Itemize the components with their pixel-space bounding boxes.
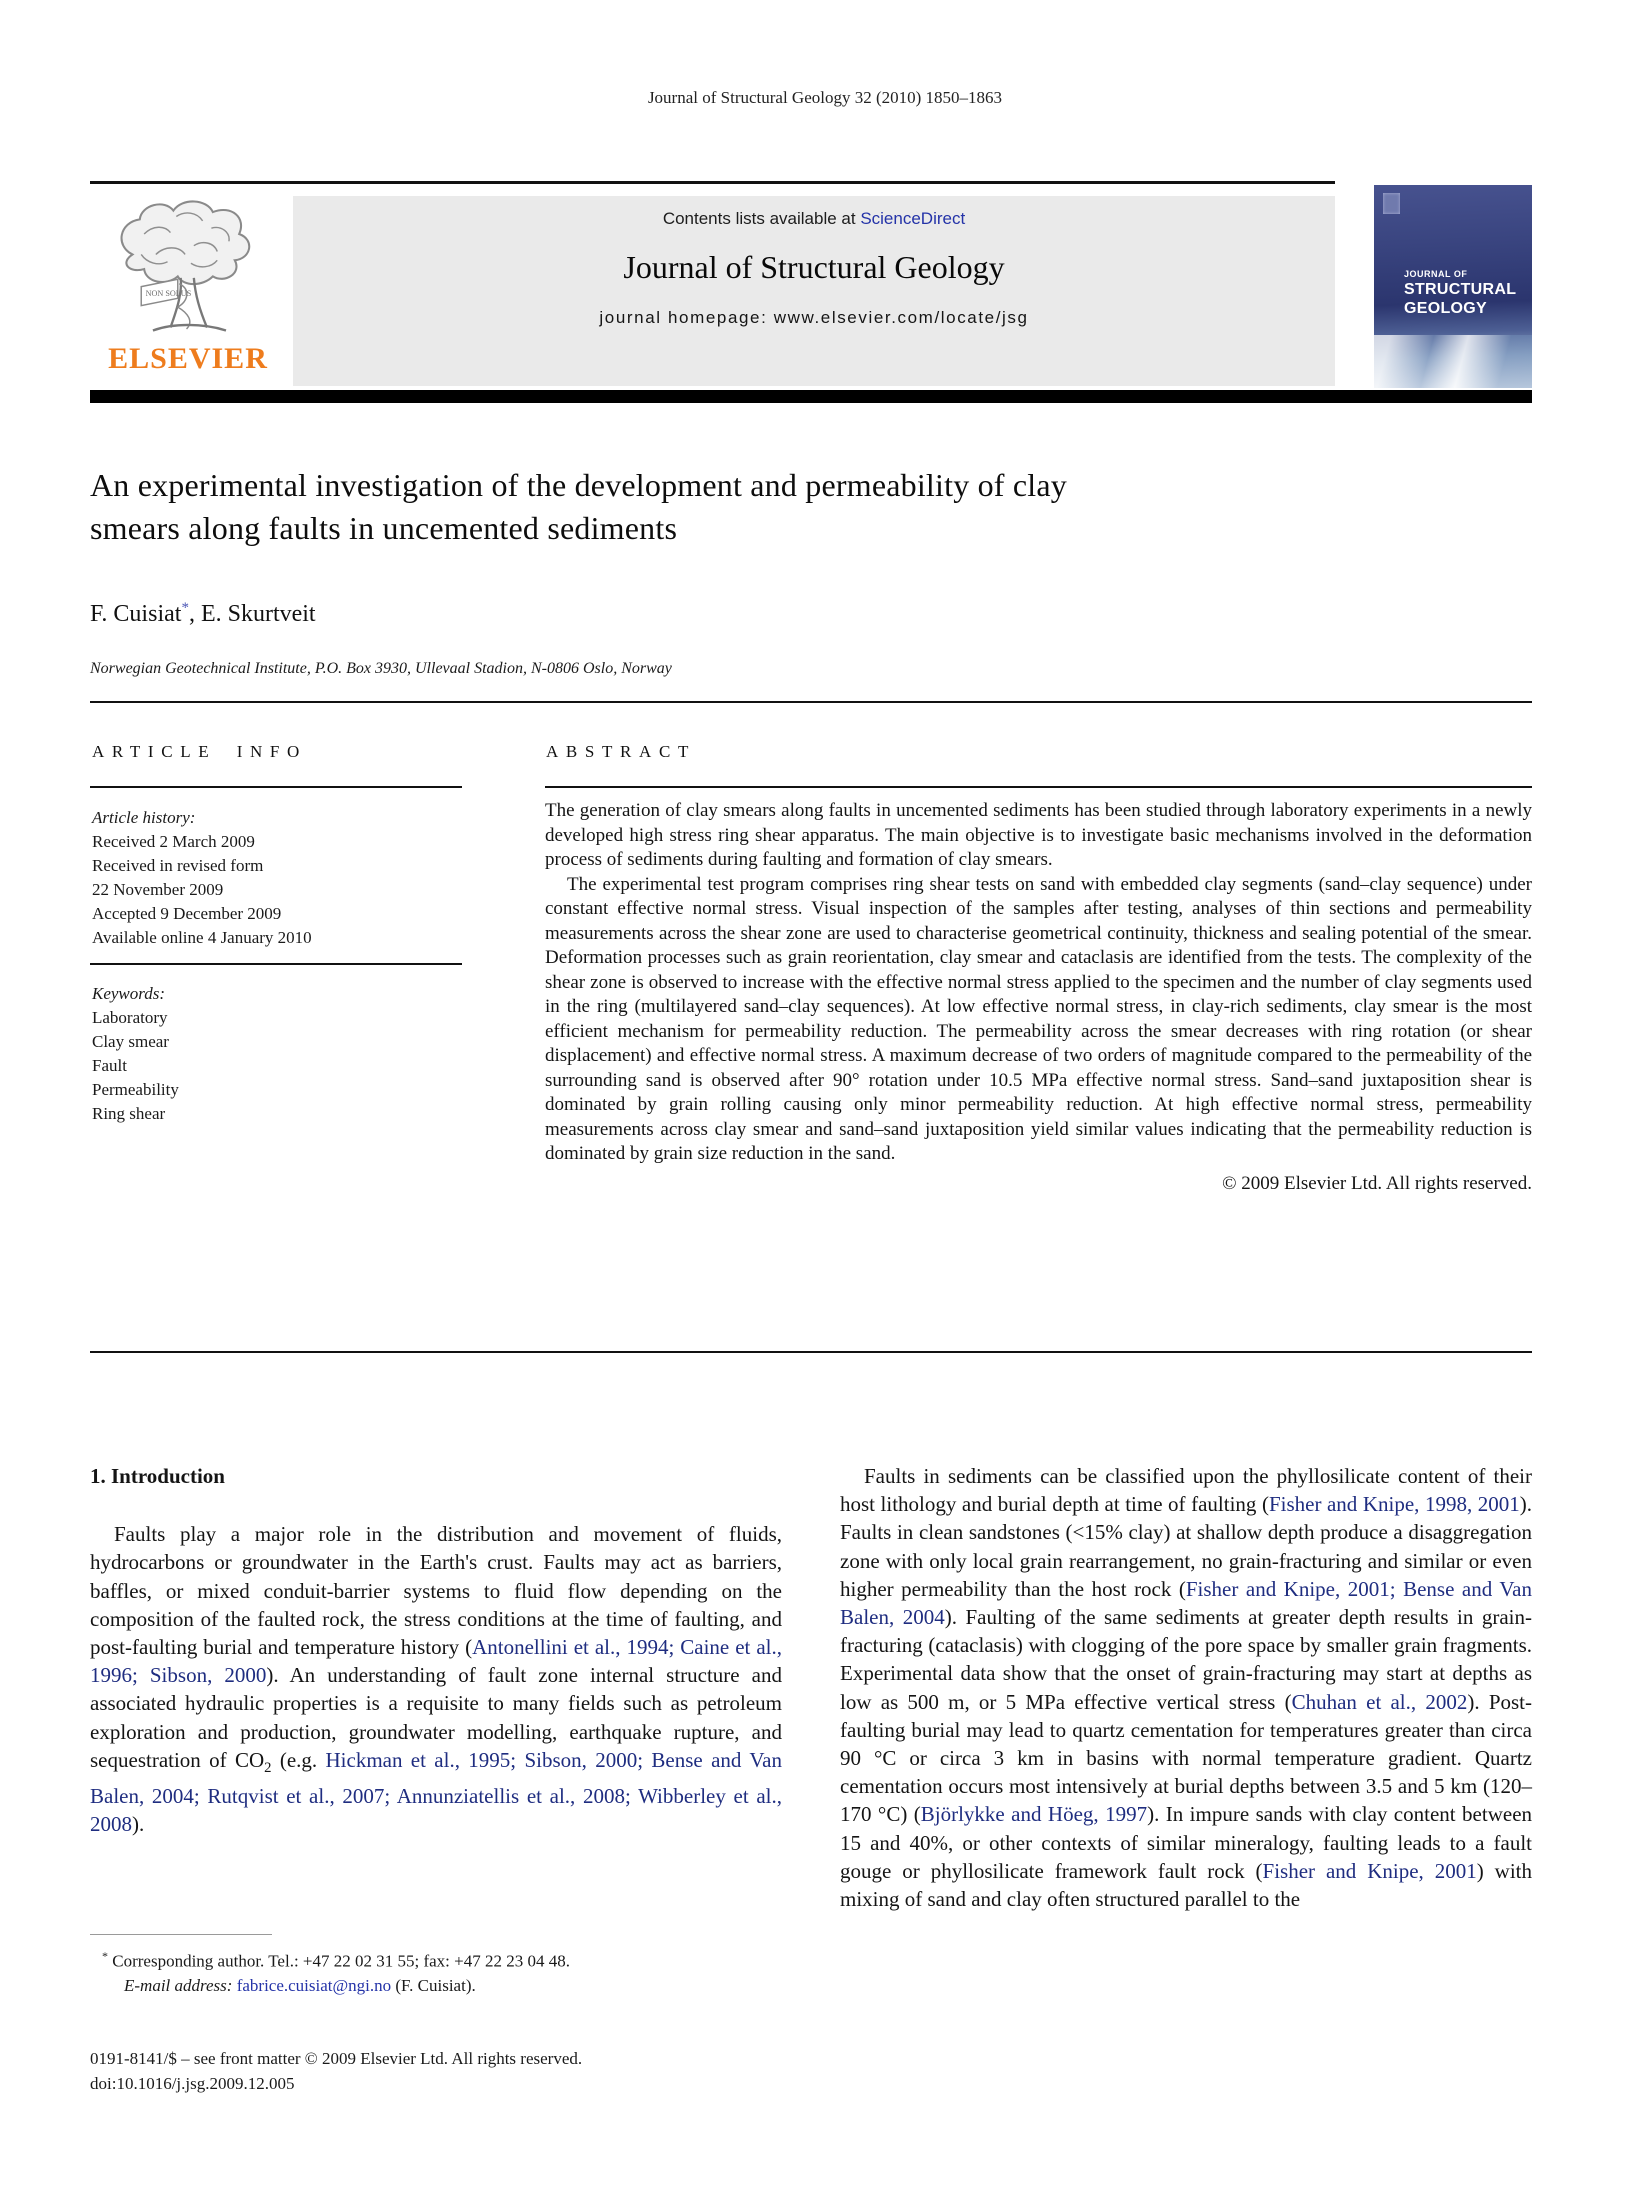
abstract-heading: ABSTRACT: [546, 742, 696, 761]
journal-cover-thumbnail[interactable]: [1374, 185, 1532, 388]
section-divider: [90, 701, 1532, 703]
corresponding-author-note: [102, 1944, 782, 1974]
email-suffix: (F. Cuisiat).: [391, 1975, 476, 1995]
email-line: [124, 1974, 782, 1998]
info-line: Available online 4 January 2010: [92, 928, 312, 947]
keywords-block: [92, 982, 460, 1126]
article-history: [92, 806, 460, 950]
keywords-label: Keywords:: [92, 984, 166, 1003]
info-line: Accepted 9 December 2009: [92, 904, 282, 923]
article-title: An experimental investigation of the development and permeability of clay smears along faults in uncemented sediments: [90, 467, 1067, 546]
text-span: 2: [264, 1760, 272, 1777]
copyright-line: © 2009 Elsevier Ltd. All rights reserved.: [1222, 1172, 1532, 1194]
info-line: Ring shear: [92, 1104, 166, 1123]
citation-link[interactable]: Chuhan et al., 2002: [1291, 1689, 1468, 1714]
info-line: Laboratory: [92, 1008, 168, 1027]
author-name: F. Cuisiat: [90, 601, 182, 627]
section-heading-introduction: 1. Introduction: [90, 1464, 225, 1488]
info-line: Received in revised form: [92, 856, 264, 875]
cover-title-line: GEOLOGY: [1404, 300, 1487, 317]
running-head-citation: Journal of Structural Geology 32 (2010) 1850–1863: [647, 88, 1003, 107]
info-line: 22 November 2009: [92, 880, 224, 899]
body-paragraph: Faults in sediments can be classified upon the phyllosilicate content of their host lithology and burial depth at time of faulting (Fisher and Knipe, 1998, 2001). Faults in clean sandstones (<15% clay) at shallow depth produce a disaggregation zone with only local grain rearrangement, no grain-fracturing and similar or even higher permeability than the host rock (Fisher and Knipe, 2001; Bense and Van Balen, 2004). Faulting of the same sediments at greater depth results in grain-fracturing (cataclasis) with clogging of the pore space by smaller grain fragments. Experimental data show that the onset of grain-fracturing may start at depths as low as 500 m, or 5 MPa effective vertical stress (Chuhan et al., 2002). Post-faulting burial may lead to quartz cementation for temperatures greater than circa 90 °C or circa 3 km in basins with normal temperature gradient. Quartz cementation occurs most intensively at burial depths between 3.5 and 5 km (120–170 °C) (Björlykke and Höeg, 1997). In impure sands with clay content between 15 and 40%, or other contexts of similar mineralogy, faulting leads to a fault gouge or phyllosilicate framework fault rock (Fisher and Knipe, 2001) with mixing of sand and clay often structured parallel to the: [840, 1464, 1533, 1912]
cover-art: [1374, 335, 1532, 388]
sciencedirect-link[interactable]: ScienceDirect: [860, 209, 966, 228]
issn-line: 0191-8141/$ – see front matter © 2009 Elsevier Ltd. All rights reserved.: [90, 2049, 583, 2068]
thick-divider: [90, 390, 1532, 403]
email-label: E-mail address:: [124, 1975, 233, 1995]
abstract-paragraph: The experimental test program comprises ring shear tests on sand with embedded clay segments (sand–clay sequence) under constant effective normal stress. Visual inspection of the samples after testing, analyses of thin sections and permeability measurements across the shear zone are used to characterise geometrical continuity, thickness and sealing potential of the smear. Deformation processes such as grain reorientation, clay smear and cataclasis are identified from the tests. The complexity of the shear zone is observed to increase with the effective normal stress applied to the specimen and the number of clay segments used in the ring (multilayered sand–clay sequences). At low effective normal stress, in clay-rich sediments, clay smear is the most efficient mechanism for permeability reduction. The permeability across the smear decreases with ring rotation (or shear displacement) and effective normal stress. A maximum decrease of two orders of magnitude compared to the permeability of the surrounding sand is observed after 90° rotation under 10.5 MPa effective normal stress. Sand–sand juxtaposition shear is dominated by grain rolling causing only minor permeability reduction. At high effective normal stress, permeability measurements across clay smear and sand–sand juxtaposition yield similar values indicating that the permeability reduction is dominated by grain size reduction in the sand.: [545, 873, 1532, 1164]
author-name: , E. Skurtveit: [188, 601, 316, 627]
imprint-block: [90, 2046, 582, 2096]
right-column: [840, 1462, 1532, 1913]
info-line: Permeability: [92, 1080, 179, 1099]
authors-line: [90, 600, 316, 628]
contents-line: [293, 196, 1335, 229]
journal-title: Journal of Structural Geology: [623, 249, 1005, 285]
affiliation: Norwegian Geotechnical Institute, P.O. Box 3930, Ullevaal Stadion, N-0806 Oslo, Norway: [90, 660, 672, 677]
elsevier-logo[interactable]: [86, 196, 290, 386]
citation-link[interactable]: Fisher and Knipe, 2001; Bense and Van Balen, 2004: [840, 1576, 1532, 1630]
body-divider: [90, 1351, 1532, 1353]
elsevier-wordmark: ELSEVIER: [108, 342, 268, 375]
info-line: Clay smear: [92, 1032, 169, 1051]
abstract-rule: [545, 786, 1532, 788]
history-label: Article history:: [92, 808, 196, 827]
cover-logo-mark: [1383, 193, 1400, 214]
header-divider: [90, 181, 1335, 184]
citation-link[interactable]: Fisher and Knipe, 2001: [1262, 1858, 1477, 1883]
keywords-rule: [90, 963, 462, 965]
body-paragraph: Faults play a major role in the distribution and movement of fluids, hydrocarbons or groundwater in the Earth's crust. Faults may act as barriers, baffles, or mixed conduit-barrier systems to fluid flow depending on the composition of the faulted rock, the stress conditions at the time of faulting, and post-faulting burial and temperature history (Antonellini et al., 1994; Caine et al., 1996; Sibson, 2000). An understanding of fault zone internal structure and associated hydraulic properties is a requisite to many fields such as petroleum exploration and production, groundwater modelling, earthquake rupture, and sequestration of $CO_2$ (e.g. Hickman et al., 1995; Sibson, 2000; Bense and Van Balen, 2004; Rutqvist et al., 2007; Annunziatellis et al., 2008; Wibberley et al., 2008).: [90, 1522, 782, 1837]
doi-line[interactable]: doi:10.1016/j.jsg.2009.12.005: [90, 2074, 295, 2093]
cover-title-kicker: JOURNAL OF: [1404, 269, 1468, 279]
article-info-rule: [90, 786, 462, 788]
footnote-block: [90, 1934, 782, 1998]
citation-link[interactable]: Fisher and Knipe, 1998, 2001: [1268, 1492, 1520, 1517]
cover-title-line: STRUCTURAL: [1404, 281, 1517, 298]
left-column: [90, 1462, 782, 1839]
keyword-lines: [92, 1006, 460, 1126]
citation-link[interactable]: Hickman et al., 1995; Sibson, 2000; Bense and Van Balen, 2004; Rutqvist et al., 2007; Annunziatellis et al., 2008; Wibberley et al., 2008: [90, 1747, 782, 1837]
citation-link[interactable]: Björlykke and Höeg, 1997: [920, 1802, 1148, 1827]
abstract-paragraph: The generation of clay smears along faults in uncemented sediments has been studied through laboratory experiments in a newly developed high stress ring shear apparatus. The main objective is to investigate basic mechanisms involved in the deformation process of sediments during faulting and formation of clay smears.: [545, 800, 1532, 870]
journal-banner: [293, 196, 1335, 386]
info-line: Fault: [92, 1056, 127, 1075]
footnote-star: *: [102, 1949, 108, 1963]
article-info-heading: ARTICLE INFO: [92, 742, 307, 761]
email-link[interactable]: fabrice.cuisiat@ngi.no: [236, 1975, 392, 1995]
info-line: Received 2 March 2009: [92, 832, 255, 851]
elsevier-tree-icon: [100, 196, 276, 348]
journal-homepage-link[interactable]: journal homepage: www.elsevier.com/locate/jsg: [599, 308, 1029, 327]
abstract-body: [545, 799, 1532, 1196]
history-lines: [92, 830, 460, 950]
footnote-rule: [90, 1934, 272, 1935]
logo-motto: NON SOLUS: [145, 289, 192, 299]
corresponding-author-marker[interactable]: *: [181, 600, 189, 616]
corresponding-author-text: Corresponding author. Tel.: +47 22 02 31 55; fax: +47 22 23 04 48.: [108, 1951, 570, 1971]
citation-link[interactable]: Antonellini et al., 1994; Caine et al., 1996; Sibson, 2000: [90, 1635, 782, 1688]
contents-prefix: Contents lists available at: [662, 209, 861, 228]
